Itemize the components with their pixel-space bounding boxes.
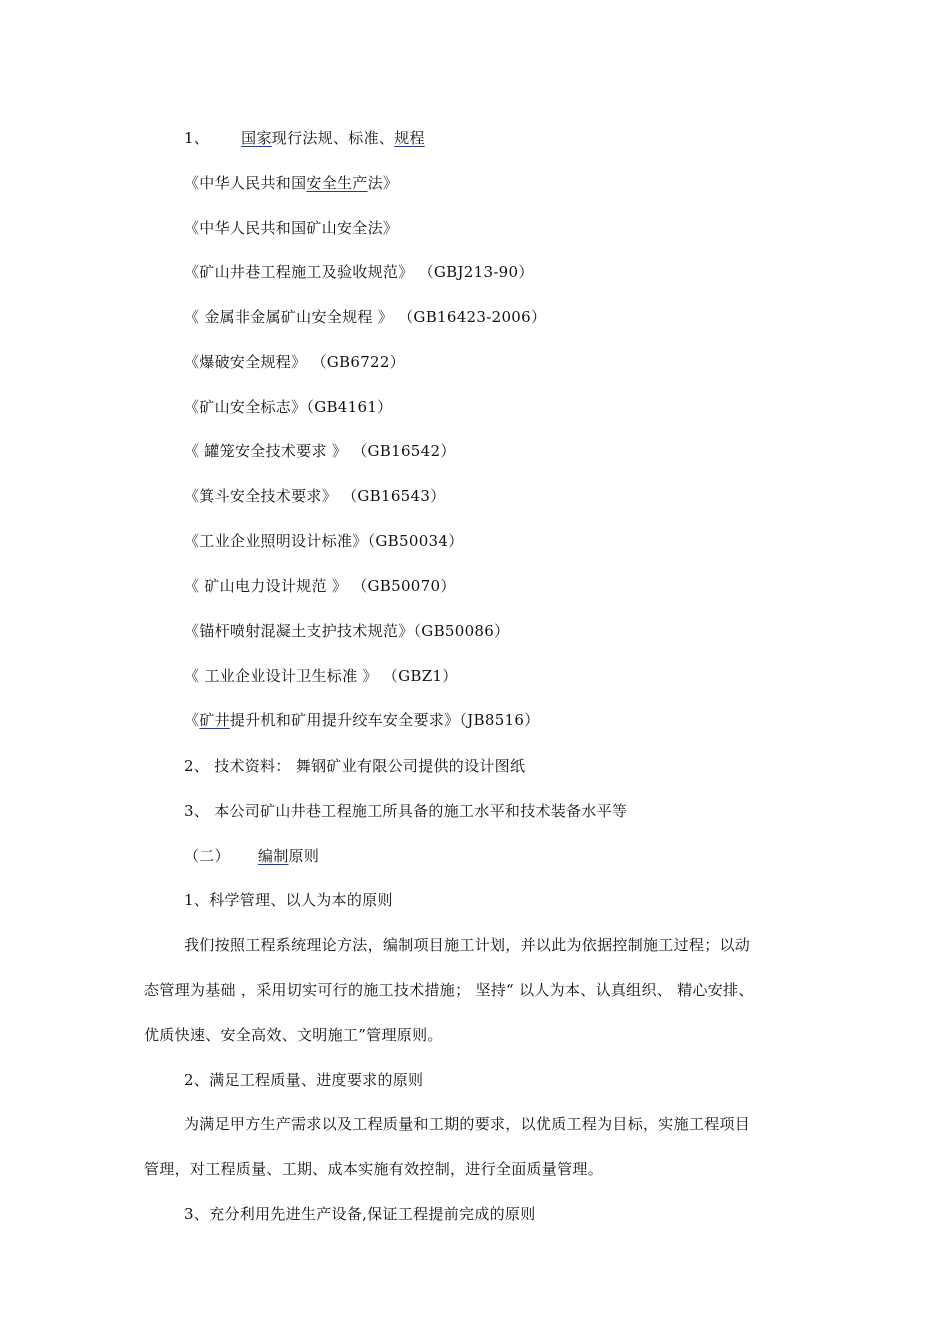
regulation-text: 法》 (367, 174, 399, 192)
part2-heading-text: 原则 (288, 847, 320, 865)
section1-heading-link-guicheng: 规程 (394, 129, 425, 147)
regulation-item: 《 罐笼安全技术要求 》 （GB16542） (184, 442, 456, 460)
regulation-item: 《 金属非金属矿山安全规程 》 （GB16423-2006） (184, 308, 547, 326)
section1-heading-text: 现行法规、标准、 (271, 129, 395, 147)
part2-heading (184, 846, 319, 866)
section1-heading (184, 128, 425, 148)
regulation-item: 《爆破安全规程》 （GB6722） (184, 353, 406, 371)
regulation-underlined: 安全生产 (306, 174, 368, 192)
principle2-paragraph-line: 管理，对工程质量、工期、成本实施有效控制，进行全面质量管理。 (144, 1160, 604, 1178)
regulation-item: 《 工业企业设计卫生标准 》 （GBZ1） (184, 667, 458, 685)
regulation-item (184, 173, 398, 193)
part2-heading-number: （二） (184, 847, 230, 865)
regulation-item: 《 矿山电力设计规范 》 （GB50070） (184, 577, 456, 595)
regulation-text: 《 (184, 711, 200, 729)
principle1-paragraph-line: 态管理为基础 ，采用切实可行的施工技术措施； 坚持“ 以人为本、认真组织、 精心安排、 (144, 981, 754, 999)
principle1-paragraph-line: 我们按照工程系统理论方法，编制项目施工计划，并以此为依据控制施工过程；以动 (184, 936, 751, 954)
regulation-underlined: 矿井 (199, 711, 230, 729)
regulation-item: 《矿山安全标志》（GB4161） (184, 398, 393, 416)
section2-line: 2、 技术资料： 舞钢矿业有限公司提供的设计图纸 (184, 757, 526, 775)
regulation-item (184, 710, 540, 730)
principle1-title: 1、科学管理、以人为本的原则 (184, 891, 393, 909)
regulation-text: 《中华人民共和国 (184, 174, 307, 192)
regulation-item: 《中华人民共和国矿山安全法》 (184, 219, 399, 237)
regulation-item: 《箕斗安全技术要求》 （GB16543） (184, 487, 446, 505)
regulation-item: 《工业企业照明设计标准》（GB50034） (184, 532, 464, 550)
part2-heading-underlined: 编制 (257, 847, 289, 865)
principle1-paragraph-line: 优质快速、安全高效、文明施工”管理原则。 (144, 1026, 443, 1044)
regulation-item: 《矿山井巷工程施工及验收规范》 （GBJ213-90） (184, 263, 534, 281)
section3-line: 3、 本公司矿山井巷工程施工所具备的施工水平和技术装备水平等 (184, 802, 628, 820)
section1-heading-number: 1、 (184, 129, 210, 147)
principle2-paragraph-line: 为满足甲方生产需求以及工程质量和工期的要求，以优质工程为目标，实施工程项目 (184, 1115, 751, 1133)
principle3-title: 3、充分利用先进生产设备,保证工程提前完成的原则 (184, 1205, 536, 1223)
section1-heading-link-guojia: 国家 (241, 129, 272, 147)
regulation-text: 提升机和矿用提升绞车安全要求》（JB8516） (229, 711, 540, 729)
regulation-item: 《锚杆喷射混凝土支护技术规范》（GB50086） (184, 622, 510, 640)
principle2-title: 2、满足工程质量、进度要求的原则 (184, 1071, 424, 1089)
